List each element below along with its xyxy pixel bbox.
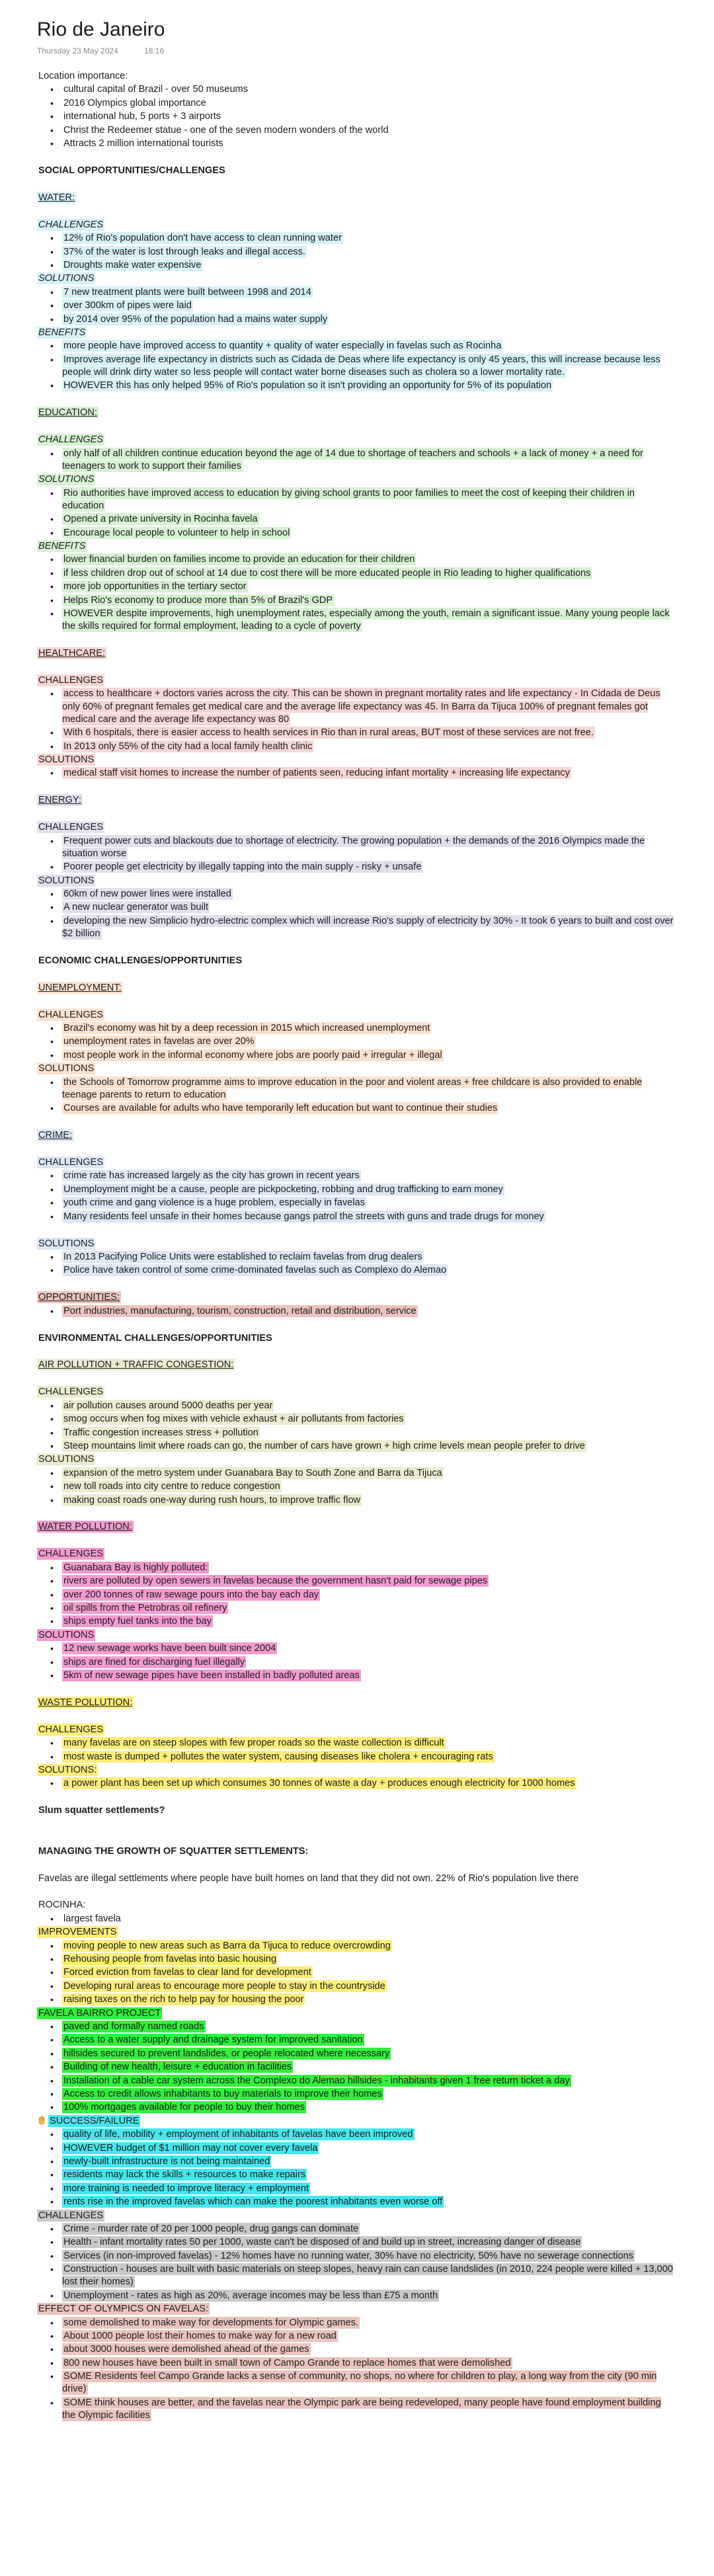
bullet-item[interactable] <box>62 1467 677 1480</box>
bullet-item-text: Encourage local people to volunteer to help in school <box>63 527 290 538</box>
bullet-item-text: air pollution causes around 5000 deaths per year <box>63 1400 273 1411</box>
bullet-item-text: over 300km of pipes were laid <box>63 300 192 311</box>
bullet-item-text: access to healthcare + doctors varies across the city. This can be shown in pregnant mortality rates and life expectancy - In Cidada de Deus only 60% of pregnant females get medical care and the average life expectancy was 45. In Barra da Tijuca 100% of pregnant females got medical care and the average life expectancy was 80 <box>62 688 660 725</box>
topic-heading[interactable] <box>37 1129 677 1142</box>
bullet-item[interactable] <box>62 767 677 780</box>
bullet-item[interactable] <box>62 581 677 593</box>
bullet-item[interactable] <box>62 380 677 392</box>
topic-heading-text: CRIME: <box>38 1130 73 1141</box>
note-line[interactable] <box>37 1629 677 1642</box>
bullet-item[interactable] <box>62 110 677 123</box>
bullet-item-text: Many residents feel unsafe in their homes because gangs patrol the streets with guns and trade drugs for money <box>63 1211 544 1222</box>
subheading-text: BENEFITS <box>38 327 86 338</box>
note-meta <box>37 46 164 56</box>
bullet-item-text: the Schools of Tomorrow programme aims to improve education in the poor and violent areas + free childcare is also provided to enable teenage parents to return to education <box>62 1076 643 1100</box>
note-line[interactable] <box>37 1238 677 1250</box>
topic-heading-text: WATER POLLUTION: <box>38 1521 132 1533</box>
note-line[interactable] <box>37 2303 677 2315</box>
bullet-item[interactable] <box>62 1993 677 2006</box>
note-line[interactable] <box>37 1764 677 1777</box>
bullet-item-text: HOWEVER this has only helped 95% of Rio's population so it isn't providing an opportunity for 5% of its population <box>63 380 552 391</box>
subheading[interactable] <box>37 434 677 446</box>
bullet-item[interactable] <box>62 1251 677 1264</box>
bullet-item-text: Port industries, manufacturing, tourism, construction, retail and distribution, service <box>63 1305 416 1316</box>
topic-heading[interactable] <box>37 1521 677 1533</box>
bullet-item[interactable] <box>62 2343 677 2356</box>
note-line[interactable] <box>37 1009 677 1022</box>
bullet-item-text: Access to credit allows inhabitants to buy materials to improve their homes <box>63 2089 382 2099</box>
bullet-item-text: paved and formally named roads <box>63 2021 204 2032</box>
note-line[interactable] <box>37 70 677 83</box>
bullet-item-text: 7 new treatment plants were built between 1998 and 2014 <box>63 286 311 298</box>
bullet-item-text: by 2014 over 95% of the population had a mains water supply <box>63 313 328 325</box>
topic-heading[interactable] <box>37 192 677 204</box>
bullet-item[interactable] <box>62 1049 677 1062</box>
note-line[interactable] <box>37 1899 677 1912</box>
bullet-item[interactable] <box>62 888 677 901</box>
note-line[interactable] <box>37 2115 677 2128</box>
subheading-text: SOLUTIONS <box>38 474 95 485</box>
topic-heading-text: HEALTHCARE: <box>38 648 106 659</box>
note-line-text: CHALLENGES <box>38 1549 104 1560</box>
subheading[interactable] <box>37 473 677 486</box>
bullet-item-text: Forced eviction from favelas to clear land for development <box>63 1967 311 1978</box>
bullet-item[interactable] <box>62 608 677 633</box>
bullet-item[interactable] <box>62 354 677 379</box>
bullet-item[interactable] <box>62 513 677 526</box>
bullet-item-text: unemployment rates in favelas are over 20% <box>63 1036 255 1047</box>
bullet-item-text: A new nuclear generator was built <box>63 902 209 913</box>
bullet-item[interactable] <box>62 567 677 580</box>
bullet-item-text: developing the new Simplicio hydro-electric complex which will increase Rio's supply of electricity by 30% - It took 6 years to built and cost over $2 billion <box>62 915 674 939</box>
bullet-item[interactable] <box>62 1170 677 1182</box>
bullet-item-text: Guanabara Bay is highly polluted: <box>63 1562 208 1573</box>
bullet-item-text: moving people to new areas such as Barra da Tijuca to reduce overcrowding <box>63 1940 391 1951</box>
bullet-item-text: HOWEVER budget of $1 million may not cover every favela <box>63 2142 318 2153</box>
bullet-item-text: 5km of new sewage pipes have been installed in badly polluted areas <box>63 1670 360 1681</box>
bullet-item-text: Steep mountains limit where roads can go, the number of cars have grown + high crime levels mean people prefer to drive <box>63 1440 585 1451</box>
bullet-item-text: Installation of a cable car system across the Complexo do Alemao hillsides - inhabitants given 1 free return ticket a day <box>63 2075 570 2086</box>
bullet-item-text: Opened a private university in Rocinha favela <box>63 514 258 525</box>
bullet-item[interactable] <box>62 1615 677 1628</box>
note-line[interactable] <box>37 1872 677 1885</box>
bullet-item-text: some demolished to make way for developments for Olympic games. <box>63 2317 359 2328</box>
section-heading[interactable] <box>37 955 677 967</box>
note-line[interactable] <box>37 1724 677 1736</box>
note-line[interactable] <box>37 1453 677 1466</box>
section-heading-text: SOCIAL OPPORTUNITIES/CHALLENGES <box>38 165 225 176</box>
bullet-item-text: more training is needed to improve literacy + employment <box>63 2183 309 2194</box>
bullet-item-text: 12 new sewage works have been built since 2004 <box>63 1643 276 1654</box>
bullet-item-text: With 6 hospitals, there is easier access to health services in Rio than in rural areas, BUT most of these services are not free. <box>63 727 594 739</box>
bullet-item[interactable] <box>62 1197 677 1209</box>
bullet-item[interactable] <box>62 901 677 914</box>
note-line-text: SOLUTIONS <box>38 1238 95 1249</box>
bullet-item[interactable] <box>62 1656 677 1669</box>
bullet-item[interactable] <box>62 1562 677 1574</box>
bullet-item[interactable] <box>62 2021 677 2033</box>
note-line[interactable] <box>37 1156 677 1169</box>
bullet-item[interactable] <box>62 727 677 739</box>
bullet-item[interactable] <box>62 835 677 860</box>
bullet-item[interactable] <box>62 1602 677 1615</box>
bullet-item-text: Services (in non-improved favelas) - 12% homes have no running water, 30% have no electricity, 50% have no sewerage connections <box>63 2250 634 2261</box>
bullet-item-text: about 3000 houses were demolished ahead of the games <box>63 2344 309 2355</box>
bullet-item-text: a power plant has been set up which consumes 30 tonnes of waste a day + produces enough electricity for 1000 homes <box>63 1778 575 1789</box>
bullet-item[interactable] <box>62 83 677 96</box>
bullet-item-text: Traffic congestion increases stress + pollution <box>63 1427 258 1438</box>
bullet-item[interactable] <box>62 1751 677 1763</box>
bullet-item[interactable] <box>62 2223 677 2235</box>
bullet-item-text: Police have taken control of some crime-dominated favelas such as Complexo do Alemao <box>63 1265 447 1276</box>
bullet-item-text: About 1000 people lost their homes to make way for a new road <box>63 2331 337 2341</box>
bullet-item[interactable] <box>62 2088 677 2101</box>
bullet-item[interactable] <box>62 741 677 753</box>
bullet-item[interactable] <box>62 1966 677 1979</box>
bullet-item[interactable] <box>62 1642 677 1655</box>
bullet-item-text: residents may lack the skills + resources to make repairs <box>63 2169 306 2181</box>
bullet-item-text: Helps Rio's economy to produce more than 5% of Brazil's GDP <box>63 594 333 606</box>
bullet-item-text: Courses are available for adults who have temporarily left education but want to continue their studies <box>63 1103 498 1114</box>
note-line-text: CHALLENGES <box>38 2210 104 2221</box>
bullet-item[interactable] <box>62 1184 677 1196</box>
section-heading[interactable] <box>37 1804 677 1817</box>
bullet-item-text: Access to a water supply and drainage system for improved sanitation <box>63 2034 363 2046</box>
raised-hand-icon <box>37 2116 46 2125</box>
bullet-item-text: many favelas are on steep slopes with few proper roads so the waste collection is difficult <box>63 1738 444 1749</box>
note-line-text: FAVELA BAIRRO PROJECT <box>38 2007 161 2019</box>
bullet-item[interactable] <box>62 1913 677 1925</box>
bullet-item[interactable] <box>62 1035 677 1048</box>
bullet-item-text: Crime - murder rate of 20 per 1000 people, drug gangs can dominate <box>63 2224 359 2234</box>
bullet-item[interactable] <box>62 1953 677 1966</box>
bullet-item[interactable] <box>62 97 677 110</box>
bullet-item[interactable] <box>62 2075 677 2087</box>
bullet-item-text: medical staff visit homes to increase the number of patients seen, reducing infant mortality + increasing life expectancy <box>63 768 570 779</box>
bullet-item-text: most waste is dumped + pollutes the water system, causing diseases like cholera + encouraging rats <box>63 1751 493 1762</box>
note-line[interactable] <box>37 2210 677 2222</box>
bullet-item-text: only half of all children continue education beyond the age of 14 due to shortage of teachers and schools + a lack of money + a need for teenagers to work to support their families <box>62 448 644 471</box>
bullet-item[interactable] <box>62 232 677 245</box>
topic-heading-text: OPPORTUNITIES: <box>38 1292 120 1303</box>
note-line[interactable] <box>37 1926 677 1939</box>
bullet-item[interactable] <box>62 2048 677 2060</box>
subheading-text: SOLUTIONS <box>38 273 95 284</box>
bullet-item[interactable] <box>62 124 677 137</box>
bullet-item[interactable] <box>62 1737 677 1750</box>
bullet-item-text: raising taxes on the rich to help pay for housing the poor <box>63 1994 304 2005</box>
bullet-item-text: Improves average life expectancy in districts such as Cidada de Deas where life expectancy is only 45 years, this will increase because less people will drink dirty water so less people will contact water borne diseases such as cholera so a lower mortality rate. <box>62 354 660 378</box>
bullet-item[interactable] <box>62 138 677 150</box>
note-line-text: SOLUTIONS <box>38 1629 95 1640</box>
bullet-item[interactable] <box>62 1264 677 1277</box>
subheading-text: BENEFITS <box>38 540 86 551</box>
bullet-item-text: 37% of the water is lost through leaks and illegal access. <box>63 246 305 257</box>
bullet-item[interactable] <box>62 1980 677 1993</box>
topic-heading-text: WATER: <box>38 192 75 203</box>
bullet-item[interactable] <box>62 340 677 352</box>
bullet-item[interactable] <box>62 2290 677 2302</box>
bullet-item[interactable] <box>62 1427 677 1439</box>
section-heading[interactable] <box>37 1332 677 1345</box>
bullet-item[interactable] <box>62 2196 677 2208</box>
bullet-item-text: rents rise in the improved favelas which can make the poorest inhabitants even worse off <box>63 2196 443 2208</box>
bullet-item-text: Rio authorities have improved access to education by giving school grants to poor families to meet the cost of keeping their children in education <box>62 487 635 511</box>
bullet-item-text: oil spills from the Petrobras oil refinery <box>63 1602 227 1613</box>
bullet-item-text: youth crime and gang violence is a huge problem, especially in favelas <box>63 1197 365 1209</box>
note-line-text: EFFECT OF OLYMPICS ON FAVELAS: <box>38 2304 209 2315</box>
bullet-item-text: international hub, 5 ports + 3 airports <box>63 111 221 122</box>
note-line[interactable] <box>37 1548 677 1560</box>
bullet-item[interactable] <box>62 2357 677 2370</box>
bullet-item-text: more people have improved access to quantity + quality of water especially in favelas such as Rocinha <box>63 341 502 352</box>
bullet-item-text: crime rate has increased largely as the city has grown in recent years <box>63 1170 360 1182</box>
bullet-item[interactable] <box>62 2263 677 2288</box>
bullet-item[interactable] <box>62 2169 677 2181</box>
bullet-item[interactable] <box>62 1670 677 1682</box>
bullet-item[interactable] <box>62 1940 677 1952</box>
bullet-item-text: SOME think houses are better, and the favelas near the Olympic park are being redeveloped, many people have found employment building the Olympic facilities <box>62 2397 661 2421</box>
bullet-item[interactable] <box>62 1400 677 1412</box>
bullet-item-text: cultural capital of Brazil - over 50 museums <box>63 84 249 95</box>
bullet-item[interactable] <box>62 2142 677 2155</box>
bullet-item[interactable] <box>62 2317 677 2329</box>
bullet-item-text: quality of life, mobility + employment of inhabitants of favelas have been improved <box>63 2129 413 2140</box>
bullet-item-text: Building of new health, leisure + education in facilities <box>63 2062 292 2073</box>
bullet-item-text: ships are fined for discharging fuel illegally <box>63 1656 245 1668</box>
bullet-item[interactable] <box>62 1305 677 1318</box>
bullet-item[interactable] <box>62 861 677 873</box>
bullet-item-text: largest favela <box>63 1913 121 1924</box>
note-line-text: ROCINHA: <box>38 1900 86 1911</box>
bullet-item[interactable] <box>62 1102 677 1115</box>
note-line-text: SOLUTIONS <box>38 875 95 886</box>
topic-heading-text: UNEMPLOYMENT: <box>38 982 122 993</box>
bullet-item-text: ships empty fuel tanks into the bay <box>63 1616 212 1627</box>
bullet-item[interactable] <box>62 1440 677 1453</box>
topic-heading[interactable] <box>37 407 677 419</box>
subheading[interactable] <box>37 219 677 231</box>
bullet-item[interactable] <box>62 1480 677 1493</box>
bullet-item[interactable] <box>62 2183 677 2195</box>
topic-heading[interactable] <box>37 982 677 994</box>
note-line[interactable] <box>37 1063 677 1075</box>
subheading-text: CHALLENGES <box>38 219 104 230</box>
bullet-item-text: Droughts make water expensive <box>63 259 202 270</box>
subheading[interactable] <box>37 540 677 553</box>
bullet-item[interactable] <box>62 2250 677 2263</box>
bullet-item-text: Construction - houses are built with basic materials on steep slopes, heavy rain can cause landslides (in 2010, 224 people were killed + 13,000 lost their homes) <box>62 2264 673 2288</box>
bullet-item[interactable] <box>62 2101 677 2114</box>
bullet-item[interactable] <box>62 2236 677 2249</box>
bullet-item-text: In 2013 Pacifying Police Units were established to reclaim favelas from drug dealers <box>63 1251 422 1262</box>
note-title[interactable]: Rio de Janeiro <box>37 19 165 40</box>
bullet-item[interactable] <box>62 487 677 512</box>
bullet-item-text: Christ the Redeemer statue - one of the seven modern wonders of the world <box>63 124 389 136</box>
topic-heading[interactable] <box>37 794 677 807</box>
topic-heading-text: AIR POLLUTION + TRAFFIC CONGESTION: <box>38 1359 234 1371</box>
note-line-text: IMPROVEMENTS <box>38 1927 117 1938</box>
bullet-item[interactable] <box>62 300 677 312</box>
bullet-item-text: Attracts 2 million international tourists <box>63 138 223 149</box>
bullet-item-text: HOWEVER despite improvements, high unemployment rates, especially among the youth, remain a significant issue. Many young people lack the skills required for formal employment, leading to a cycle of poverty <box>62 608 670 632</box>
bullet-item-text: 2016 Olympics global importance <box>63 97 206 108</box>
bullet-item-text: if less children drop out of school at 14 due to cost there will be more educated people in Rio leading to higher qualifications <box>63 567 591 579</box>
note-line-text: CHALLENGES <box>38 1387 104 1398</box>
bullet-item[interactable] <box>62 915 677 940</box>
bullet-item-text: making coast roads one-way during rush hours, to improve traffic flow <box>63 1494 361 1506</box>
bullet-item[interactable] <box>62 1211 677 1223</box>
bullet-item[interactable] <box>62 688 677 726</box>
bullet-item[interactable] <box>62 448 677 473</box>
section-heading[interactable] <box>37 165 677 177</box>
bullet-item[interactable] <box>62 527 677 540</box>
bullet-item-text: Frequent power cuts and blackouts due to shortage of electricity. The growing population + the demands of the 2016 Olympics made the situation worse <box>62 835 645 859</box>
bullet-item-text: SOME Residents feel Campo Grande lacks a sense of community, no shops, no where for children to play, a long way from the city (90 min drive) <box>62 2371 657 2395</box>
bullet-item[interactable] <box>62 2034 677 2046</box>
bullet-item-text: expansion of the metro system under Guanabara Bay to South Zone and Barra da Tijuca <box>63 1467 442 1478</box>
bullet-item-text: Unemployment - rates as high as 20%, average incomes may be less than £75 a month <box>63 2290 438 2301</box>
note-line-text: CHALLENGES <box>38 1724 104 1735</box>
note-line-text: SUCCESS/FAILURE <box>50 2115 139 2126</box>
bullet-item[interactable] <box>62 594 677 607</box>
subheading[interactable] <box>37 327 677 339</box>
bullet-item[interactable] <box>62 1413 677 1426</box>
bullet-item[interactable] <box>62 2128 677 2141</box>
section-heading-text: ECONOMIC CHALLENGES/OPPORTUNITIES <box>38 955 243 966</box>
note-line-text: Favelas are illegal settlements where people have built homes on land that they did not own. 22% of Rio's population live there <box>38 1872 579 1884</box>
note-line[interactable] <box>37 674 677 687</box>
bullet-item[interactable] <box>62 246 677 259</box>
bullet-item[interactable] <box>62 1494 677 1507</box>
bullet-item[interactable] <box>62 313 677 326</box>
note-line-text: CHALLENGES <box>38 822 104 833</box>
bullet-item-text: Developing rural areas to encourage more people to stay in the countryside <box>63 1980 385 1992</box>
bullet-item-text: 100% mortgages available for people to buy their homes <box>63 2102 305 2113</box>
bullet-item[interactable] <box>62 553 677 566</box>
note-line[interactable] <box>37 1386 677 1398</box>
bullet-item-text: rivers are polluted by open sewers in favelas because the government hasn't paid for sewage pipes <box>63 1576 488 1587</box>
topic-heading-text: WASTE POLLUTION: <box>38 1697 133 1708</box>
bullet-item[interactable] <box>62 1022 677 1035</box>
bullet-item-text: most people work in the informal economy where jobs are poorly paid + irregular + illegal <box>63 1049 442 1061</box>
topic-heading[interactable] <box>37 1359 677 1371</box>
bullet-item-text: over 200 tonnes of raw sewage pours into the bay each day <box>63 1589 319 1600</box>
bullet-item-text: 12% of Rio's population don't have access to clean running water <box>63 233 342 244</box>
subheading-text: CHALLENGES <box>38 434 104 446</box>
note-line[interactable] <box>37 754 677 766</box>
topic-heading-text: EDUCATION: <box>38 407 97 419</box>
bullet-item[interactable] <box>62 2370 677 2395</box>
bullet-item[interactable] <box>62 2330 677 2343</box>
note-line-text: CHALLENGES <box>38 1009 104 1020</box>
section-heading-text: Slum squatter settlements? <box>38 1805 165 1816</box>
section-heading-text: MANAGING THE GROWTH OF SQUATTER SETTLEMENTS: <box>38 1845 309 1857</box>
bullet-item-text: lower financial burden on families income to provide an education for their children <box>63 554 415 565</box>
subheading[interactable] <box>37 272 677 285</box>
note-line-text: CHALLENGES <box>38 1157 104 1168</box>
note-line[interactable] <box>37 875 677 887</box>
bullet-item-text: smog occurs when fog mixes with vehicle exhaust + air pollutants from factories <box>63 1414 404 1425</box>
bullet-item-text: In 2013 only 55% of the city had a local family health clinic <box>63 741 313 752</box>
section-heading[interactable] <box>37 1845 677 1858</box>
bullet-item-text: hillsides secured to prevent landslides, or people relocated where necessary <box>63 2048 390 2059</box>
bullet-item[interactable] <box>62 259 677 272</box>
note-line[interactable] <box>37 821 677 834</box>
bullet-item-text: more job opportunities in the tertiary sector <box>63 581 247 592</box>
bullet-item[interactable] <box>62 2155 677 2168</box>
note-line-text: SOLUTIONS <box>38 1454 95 1465</box>
note-line-text: SOLUTIONS <box>38 754 95 765</box>
note-time: 18:16 <box>144 46 165 56</box>
bullet-item-text: Health - infant mortality rates 50 per 1000, waste can't be disposed of and build up in street, increasing danger of disease <box>63 2237 581 2248</box>
bullet-item-text: Rehousing people from favelas into basic housing <box>63 1954 277 1964</box>
bullet-item-text: 60km of new power lines were installed <box>63 888 231 899</box>
section-heading-text: ENVIRONMENTAL CHALLENGES/OPPORTUNITIES <box>38 1332 272 1344</box>
note-line-text: Location importance: <box>38 71 128 81</box>
topic-heading-text: ENERGY: <box>38 795 81 806</box>
bullet-item-text: Poorer people get electricity by illegally tapping into the main supply - risky + unsafe <box>63 862 422 873</box>
bullet-item-text: newly-built infrastructure is not being maintained <box>63 2156 270 2167</box>
bullet-item[interactable] <box>62 286 677 299</box>
topic-heading[interactable] <box>37 647 677 660</box>
bullet-item-text: Unemployment might be a cause, people are pickpocketing, robbing and drug trafficking to earn money <box>63 1184 503 1195</box>
bullet-item-text: new toll roads into city centre to reduce congestion <box>63 1481 280 1492</box>
bullet-item[interactable] <box>62 1589 677 1601</box>
topic-heading[interactable] <box>37 1291 677 1304</box>
bullet-item-text: Brazil's economy was hit by a deep recession in 2015 which increased unemployment <box>63 1023 430 1033</box>
note-line-text: SOLUTIONS: <box>38 1764 97 1775</box>
bullet-item[interactable] <box>62 1575 677 1588</box>
note-line-text: SOLUTIONS <box>38 1063 95 1074</box>
bullet-item[interactable] <box>62 1777 677 1790</box>
note-line-text: CHALLENGES <box>38 674 104 686</box>
bullet-item[interactable] <box>62 1076 677 1102</box>
topic-heading[interactable] <box>37 1697 677 1709</box>
note-date: Thursday 23 May 2024 <box>37 46 118 56</box>
bullet-item[interactable] <box>62 2397 677 2422</box>
bullet-item-text: 800 new houses have been built in small town of Campo Grande to replace homes that were demolished <box>63 2357 511 2368</box>
bullet-item[interactable] <box>62 2061 677 2073</box>
note-line[interactable] <box>37 2007 677 2020</box>
